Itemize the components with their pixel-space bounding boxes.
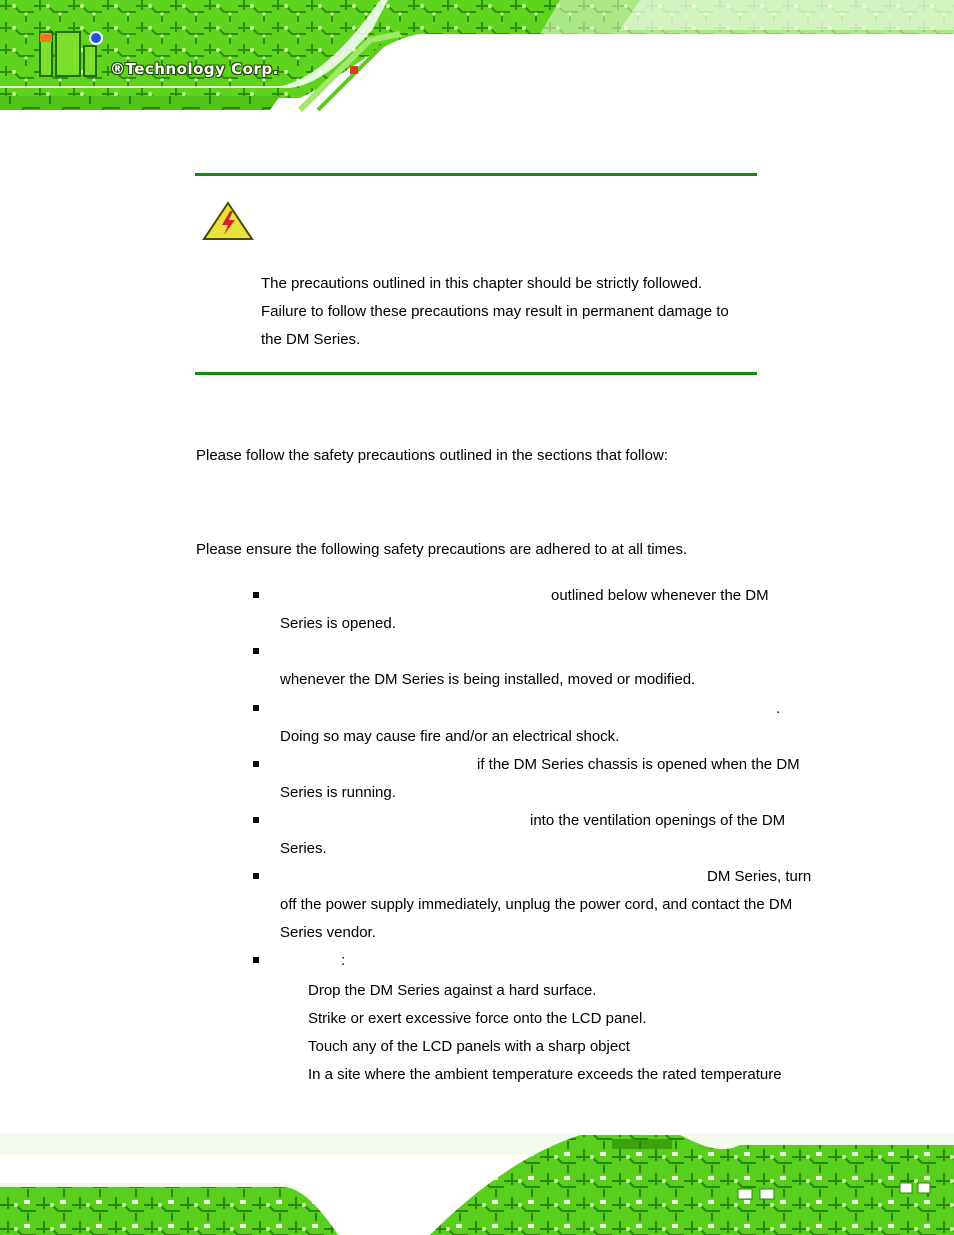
list-item-line: if the DM Series chassis is opened when the DM [477, 756, 800, 773]
header-banner [0, 0, 954, 112]
bullet-marker [253, 705, 259, 711]
sub-list-item: Strike or exert excessive force onto the LCD panel. [308, 1010, 647, 1027]
bullet-marker [253, 761, 259, 767]
footer-banner [0, 1125, 954, 1235]
bullet-marker [253, 817, 259, 823]
list-item-line: Series. [280, 840, 327, 857]
sub-list-item: In a site where the ambient temperature exceeds the rated temperature [308, 1066, 782, 1083]
list-item-line: DM Series, turn [707, 868, 812, 885]
list-item-line: into the ventilation openings of the DM [530, 812, 786, 829]
sub-list-item: Drop the DM Series against a hard surface. [308, 982, 597, 999]
electric-shock-warning-icon [202, 201, 254, 241]
list-item-line: : [341, 952, 346, 969]
warning-text [261, 270, 749, 354]
bullet-marker [253, 648, 259, 654]
company-name: ®Technology Corp. [110, 60, 279, 78]
bullet-marker [253, 592, 259, 598]
intro-paragraph: Please follow the safety precautions outlined in the sections that follow: [196, 447, 668, 464]
list-item-line: Doing so may cause fire and/or an electrical shock. [280, 728, 620, 745]
header-circuit-graphic [0, 0, 954, 112]
general-intro-paragraph: Please ensure the following safety precautions are adhered to at all times. [196, 541, 688, 558]
warning-bottom-rule [195, 372, 757, 375]
list-item-line: outlined below whenever the DM [551, 587, 769, 604]
bullet-marker [253, 957, 259, 963]
warning-line: the DM Series. [261, 331, 361, 348]
bullet-marker [253, 873, 259, 879]
warning-top-rule [195, 173, 757, 176]
footer-circuit-graphic [0, 1125, 954, 1235]
list-item-line: . [776, 700, 781, 717]
list-item-line: Series is opened. [280, 615, 396, 632]
sub-list-item: Touch any of the LCD panels with a sharp object [308, 1038, 630, 1055]
warning-line: The precautions outlined in this chapter should be strictly followed. [261, 275, 703, 292]
list-item-line: whenever the DM Series is being installed, moved or modified. [280, 671, 696, 688]
list-item-line: off the power supply immediately, unplug the power cord, and contact the DM [280, 896, 793, 913]
warning-line: Failure to follow these precautions may result in permanent damage to [261, 303, 729, 320]
list-item-line: Series is running. [280, 784, 396, 801]
list-item-line: Series vendor. [280, 924, 376, 941]
